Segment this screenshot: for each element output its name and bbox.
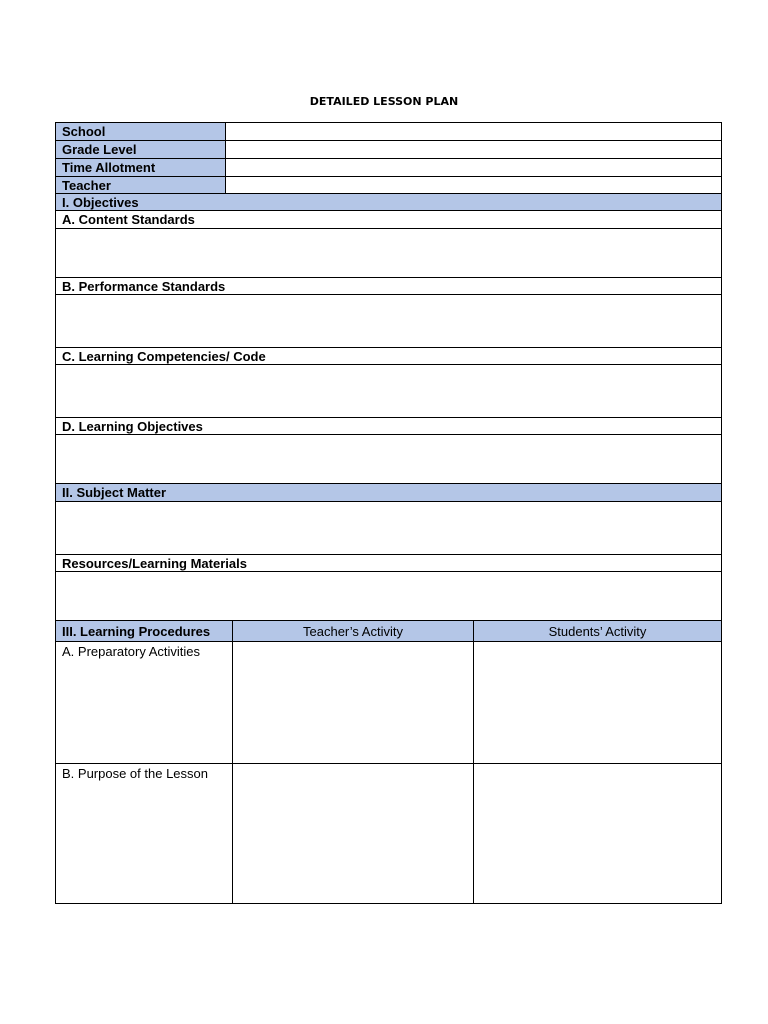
subject-matter-area[interactable] [55, 502, 722, 555]
resources-label: Resources/Learning Materials [62, 555, 247, 571]
teacher-activity-cell[interactable] [233, 764, 474, 903]
teacher-activity-cell[interactable] [233, 642, 474, 763]
subject-matter-heading: II. Subject Matter [62, 485, 167, 500]
objectives-heading-row [55, 194, 722, 211]
teacher-label: Teacher [56, 177, 226, 193]
school-row [55, 122, 722, 141]
school-label: School [56, 123, 226, 140]
document-title: DETAILED LESSON PLAN [309, 95, 459, 108]
performance-standards-row [55, 278, 722, 295]
objectives-heading: I. Objectives [62, 194, 139, 210]
procedure-row-purpose [55, 764, 722, 904]
grade-level-row [55, 141, 722, 159]
grade-level-label: Grade Level [56, 141, 226, 158]
time-allotment-label: Time Allotment [56, 159, 226, 176]
learning-objectives-label: D. Learning Objectives [62, 418, 203, 434]
students-activity-header: Students’ Activity [548, 623, 647, 639]
students-activity-cell[interactable] [474, 642, 721, 763]
procedures-header-row [55, 621, 722, 642]
procedures-heading: III. Learning Procedures [56, 621, 233, 641]
students-activity-cell[interactable] [474, 764, 721, 903]
procedure-label: A. Preparatory Activities [56, 642, 233, 763]
learning-competencies-label: C. Learning Competencies/ Code [62, 348, 266, 364]
content-standards-area[interactable] [55, 229, 722, 278]
time-allotment-value[interactable] [226, 159, 721, 176]
procedure-row-preparatory [55, 642, 722, 764]
teacher-row [55, 177, 722, 194]
learning-objectives-area[interactable] [55, 435, 722, 484]
performance-standards-area[interactable] [55, 295, 722, 348]
content-standards-row [55, 211, 722, 229]
lesson-plan-table [55, 122, 722, 904]
grade-level-value[interactable] [226, 141, 721, 158]
learning-objectives-row [55, 418, 722, 435]
subject-matter-heading-row [55, 484, 722, 502]
procedure-label: B. Purpose of the Lesson [56, 764, 233, 903]
teacher-value[interactable] [226, 177, 721, 193]
learning-competencies-area[interactable] [55, 365, 722, 418]
resources-row [55, 555, 722, 572]
time-allotment-row [55, 159, 722, 177]
school-value[interactable] [226, 123, 721, 140]
content-standards-label: A. Content Standards [62, 212, 195, 227]
resources-area[interactable] [55, 572, 722, 621]
performance-standards-label: B. Performance Standards [62, 278, 226, 294]
teacher-activity-header: Teacher’s Activity [233, 621, 474, 641]
learning-competencies-row [55, 348, 722, 365]
